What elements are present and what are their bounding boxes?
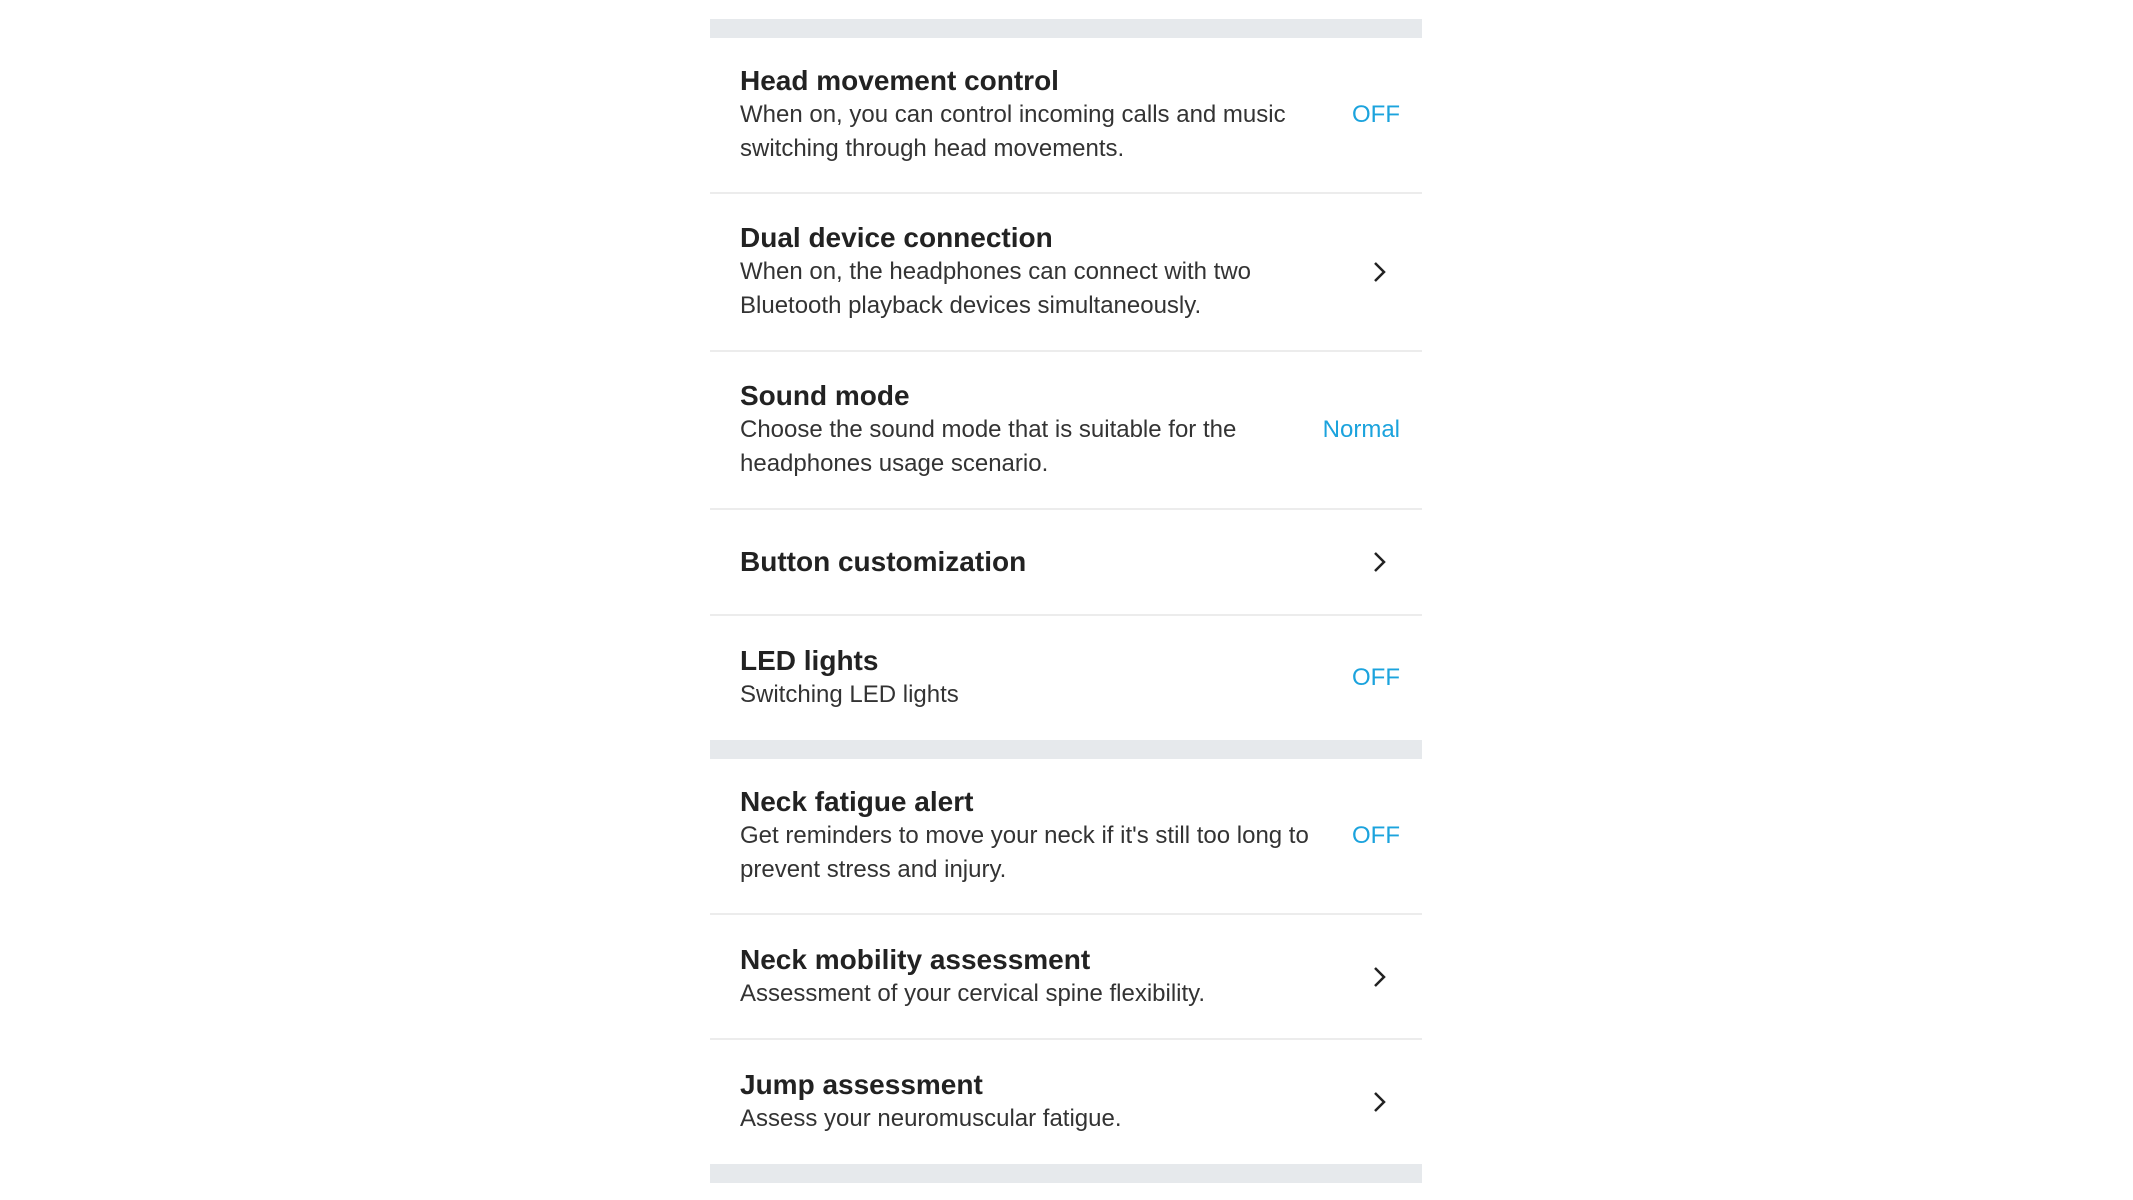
chevron-right-icon — [1360, 966, 1400, 988]
chevron-right-icon — [1360, 551, 1400, 573]
settings-panel — [710, 19, 1422, 1183]
section-divider — [710, 740, 1422, 759]
chevron-right-icon — [1360, 261, 1400, 283]
setting-head-movement-control[interactable] — [710, 38, 1422, 194]
setting-desc: Switching LED lights — [740, 681, 959, 708]
setting-button-customization[interactable] — [710, 510, 1422, 616]
toggle-value[interactable]: OFF — [1352, 101, 1400, 128]
setting-led-lights[interactable] — [710, 616, 1422, 740]
setting-dual-device-connection[interactable] — [710, 194, 1422, 352]
setting-jump-assessment[interactable] — [710, 1040, 1422, 1164]
setting-desc: Choose the sound mode that is suitable for the headphones usage scenario. — [740, 416, 1237, 477]
setting-title: Neck fatigue alert — [740, 786, 974, 817]
toggle-value[interactable]: OFF — [1352, 664, 1400, 691]
setting-title: Dual device connection — [740, 222, 1053, 253]
setting-neck-fatigue-alert[interactable] — [710, 759, 1422, 915]
setting-title: Button customization — [740, 546, 1027, 577]
setting-title: Neck mobility assessment — [740, 943, 1091, 975]
section-divider — [710, 1164, 1422, 1183]
setting-desc: Assess your neuromuscular fatigue. — [740, 1105, 1122, 1132]
setting-title: Head movement control — [740, 65, 1059, 96]
sound-mode-value[interactable]: Normal — [1322, 416, 1400, 443]
chevron-right-icon — [1360, 1091, 1400, 1113]
setting-sound-mode[interactable] — [710, 352, 1422, 510]
setting-desc: When on, you can control incoming calls and music switching through head movements. — [740, 101, 1286, 162]
setting-desc: When on, the headphones can connect with two Bluetooth playback devices simultaneously. — [740, 258, 1252, 319]
setting-desc: Assessment of your cervical spine flexibility. — [740, 979, 1206, 1007]
setting-neck-mobility-assessment[interactable] — [710, 915, 1422, 1040]
section-divider — [710, 19, 1422, 38]
setting-title: LED lights — [740, 645, 879, 676]
setting-desc: Get reminders to move your neck if it's still too long to prevent stress and injury. — [740, 822, 1309, 883]
setting-title: Jump assessment — [740, 1069, 983, 1100]
setting-title: Sound mode — [740, 380, 910, 411]
toggle-value[interactable]: OFF — [1352, 822, 1400, 849]
